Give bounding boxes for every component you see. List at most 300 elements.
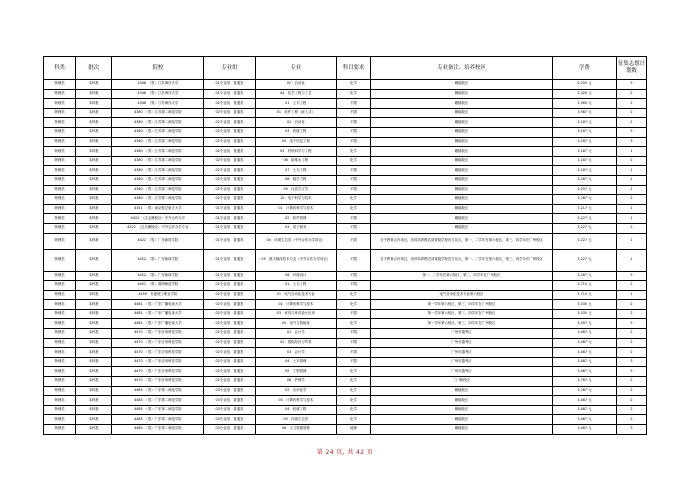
cell-category: 物理类 bbox=[44, 300, 76, 310]
cell-plan-count: 1 bbox=[617, 290, 647, 300]
cell-major-group: 02专业组 普通类 bbox=[204, 281, 255, 291]
cell-plan-count: 2 bbox=[617, 118, 647, 128]
cell-category: 物理类 bbox=[44, 271, 76, 281]
cell-tuition: 3,187 元 bbox=[552, 127, 616, 137]
cell-batch: 本科批 bbox=[76, 89, 112, 99]
cell-note: 赣榆校区 bbox=[371, 99, 553, 109]
cell-major: 05 环境生态类 bbox=[255, 415, 336, 425]
cell-major: 02 应用化学 bbox=[255, 386, 336, 396]
cell-category: 物理类 bbox=[44, 195, 76, 205]
cell-subject-req: 不限 bbox=[336, 118, 370, 128]
cell-note: 赣榆校区 bbox=[371, 214, 553, 224]
cell-subject-req: 化学 bbox=[336, 377, 370, 387]
table-row bbox=[44, 357, 647, 367]
cell-category: 物理类 bbox=[44, 223, 76, 233]
cell-subject-req: 化学 bbox=[336, 300, 370, 310]
cell-plan-count: 3 bbox=[617, 127, 647, 137]
cell-major: 07 土木工程 bbox=[255, 166, 336, 176]
cell-note: 赣榆校区 bbox=[371, 425, 553, 435]
cell-batch: 本科批 bbox=[76, 223, 112, 233]
cell-note: 赣榆校区 bbox=[371, 166, 553, 176]
cell-tuition: 3,187 元 bbox=[552, 118, 616, 128]
cell-tuition: 3,257 元 bbox=[552, 185, 616, 195]
column-header-1: 批次 bbox=[76, 57, 112, 80]
cell-major: 01 土木工程 bbox=[255, 99, 336, 109]
cell-plan-count: 2 bbox=[617, 309, 647, 319]
cell-note: 电气自动化技术专业第六校区 bbox=[371, 290, 553, 300]
column-header-5: 科目要求 bbox=[336, 57, 370, 80]
table-row bbox=[44, 415, 647, 425]
cell-tuition: 3,187 元 bbox=[552, 147, 616, 157]
table-row bbox=[44, 300, 647, 310]
cell-tuition: 3,287 元 bbox=[552, 195, 616, 205]
cell-major-group: 01专业组 普通类 bbox=[204, 214, 255, 224]
table-row bbox=[44, 405, 647, 415]
cell-tuition: 3,335 元 bbox=[552, 309, 616, 319]
cell-plan-count: 3 bbox=[617, 271, 647, 281]
cell-batch: 本科批 bbox=[76, 281, 112, 291]
cell-major: 04 电子信息工程 bbox=[255, 137, 336, 147]
cell-school: 4422 （男）广东新屏学院 bbox=[112, 233, 204, 249]
cell-major-group: 02专业组 普通类 bbox=[204, 367, 255, 377]
cell-plan-count: 2 bbox=[617, 386, 647, 396]
cell-plan-count: 2 bbox=[617, 281, 647, 291]
cell-school: 4470 （男）广东应用科技学院 bbox=[112, 377, 204, 387]
column-header-8: 征集志愿计划数 bbox=[617, 57, 647, 80]
cell-tuition: 3,187 元 bbox=[552, 166, 616, 176]
cell-tuition: 3,487 元 bbox=[552, 329, 616, 339]
table-row bbox=[44, 309, 647, 319]
cell-subject-req: 不限 bbox=[336, 99, 370, 109]
cell-major: 02 计算机科学与技术 bbox=[255, 300, 336, 310]
cell-note: 第一学年第六校区，第三、四学年在广州校区 bbox=[371, 319, 553, 329]
cell-plan-count: 2 bbox=[617, 195, 647, 205]
cell-batch: 本科批 bbox=[76, 204, 112, 214]
cell-major: 01 电气自动化技术专业 bbox=[255, 290, 336, 300]
cell-major-group: 02专业组 普通类 bbox=[204, 309, 255, 319]
cell-subject-req: 化学 bbox=[336, 195, 370, 205]
cell-tuition: 2,205 元 bbox=[552, 80, 616, 90]
cell-batch: 本科批 bbox=[76, 127, 112, 137]
cell-major-group: 01专业组 普通类 bbox=[204, 80, 255, 90]
cell-subject-req: 化学 bbox=[336, 386, 370, 396]
cell-tuition: 3,487 元 bbox=[552, 367, 616, 377]
cell-tuition: 3,487 元 bbox=[552, 425, 616, 435]
cell-category: 物理类 bbox=[44, 367, 76, 377]
cell-category: 物理类 bbox=[44, 127, 76, 137]
table-row bbox=[44, 367, 647, 377]
cell-note: 赣榆校区 bbox=[371, 89, 553, 99]
cell-category: 物理类 bbox=[44, 309, 76, 319]
cell-major-group: 02专业组 普通类 bbox=[204, 108, 255, 118]
table-row bbox=[44, 249, 647, 271]
cell-subject-req: 化学 bbox=[336, 405, 370, 415]
cell-tuition: 3,487 元 bbox=[552, 348, 616, 358]
cell-note: 赣榆校区 bbox=[371, 80, 553, 90]
cell-major: 02 自动化 bbox=[255, 118, 336, 128]
cell-note: 赣榆校区 bbox=[371, 185, 553, 195]
cell-major-group: 02专业组 普通类 bbox=[204, 348, 255, 358]
table-row bbox=[44, 214, 647, 224]
cell-note: 赣榆校区 bbox=[371, 386, 553, 396]
cell-major: 01 土木工程 bbox=[255, 281, 336, 291]
cell-major-group: 02专业组 普通类 bbox=[204, 137, 255, 147]
cell-batch: 本科批 bbox=[76, 108, 112, 118]
cell-category: 物理类 bbox=[44, 166, 76, 176]
cell-major: 09 汉语言文学 bbox=[255, 185, 336, 195]
column-header-6: 专业备注、培养校区 bbox=[371, 57, 553, 80]
cell-batch: 本科批 bbox=[76, 80, 112, 90]
cell-plan-count: 3 bbox=[617, 319, 647, 329]
cell-subject-req: 化学 bbox=[336, 319, 370, 329]
cell-note: 第一、二学年在第六校区，第三、四学年在广州校区 bbox=[371, 271, 553, 281]
table-row bbox=[44, 156, 647, 166]
cell-subject-req: 化学 bbox=[336, 367, 370, 377]
cell-plan-count: 2 bbox=[617, 405, 647, 415]
cell-plan-count: 2 bbox=[617, 329, 647, 339]
cell-school: 4481 （男）广东广播电视大学 bbox=[112, 309, 204, 319]
cell-subject-req: 不限 bbox=[336, 223, 370, 233]
cell-plan-count: 2 bbox=[617, 89, 647, 99]
cell-subject-req: 不限 bbox=[336, 357, 370, 367]
cell-major: 01 会计学 bbox=[255, 329, 336, 339]
cell-subject-req: 化学 bbox=[336, 147, 370, 157]
cell-subject-req: 化学 bbox=[336, 204, 370, 214]
cell-batch: 本科批 bbox=[76, 329, 112, 339]
cell-category: 物理类 bbox=[44, 108, 76, 118]
cell-batch: 本科批 bbox=[76, 309, 112, 319]
cell-plan-count: 2 bbox=[617, 108, 647, 118]
table-row bbox=[44, 175, 647, 185]
cell-major-group: 01专业组 普通类 bbox=[204, 233, 255, 249]
cell-major: 01 软件工程（嵌入式） bbox=[255, 108, 336, 118]
cell-major-group: 01专业组 普通类 bbox=[204, 223, 255, 233]
cell-school: 4481 （男）广东广播电视大学 bbox=[112, 319, 204, 329]
cell-tuition: 3,487 元 bbox=[552, 357, 616, 367]
cell-note: 赣榆校区 bbox=[371, 175, 553, 185]
cell-major: 04 土木管理 bbox=[255, 357, 336, 367]
cell-batch: 本科批 bbox=[76, 99, 112, 109]
cell-plan-count: 2 bbox=[617, 99, 647, 109]
cell-tuition: 3,227 元 bbox=[552, 249, 616, 271]
cell-major-group: 02专业组 普通类 bbox=[204, 329, 255, 339]
table-row bbox=[44, 89, 647, 99]
cell-subject-req: 不限 bbox=[336, 348, 370, 358]
cell-major-group: 03专业组 普通类 bbox=[204, 415, 255, 425]
cell-batch: 本科批 bbox=[76, 249, 112, 271]
cell-batch: 本科批 bbox=[76, 300, 112, 310]
cell-school: 4380 （男）江苏第二师范学院 bbox=[112, 108, 204, 118]
cell-school: 4485 （男）广东第二师范学院 bbox=[112, 405, 204, 415]
cell-major: 06 给排水工程 bbox=[255, 156, 336, 166]
cell-tuition: 3,487 元 bbox=[552, 396, 616, 406]
cell-note: 第一学年第六校区，第三、四学年在广州校区 bbox=[371, 309, 553, 319]
cell-major-group: 02专业组 普通类 bbox=[204, 175, 255, 185]
cell-major: 05 数字媒体技术专业（中外合作办学项目） bbox=[255, 249, 336, 271]
table-body bbox=[44, 80, 647, 435]
cell-tuition: 3,217 元 bbox=[552, 204, 616, 214]
cell-note bbox=[371, 281, 553, 291]
cell-subject-req: 不限 bbox=[336, 233, 370, 249]
table-row bbox=[44, 377, 647, 387]
table-row bbox=[44, 108, 647, 118]
cell-subject-req: 不限 bbox=[336, 309, 370, 319]
cell-tuition: 3,187 元 bbox=[552, 156, 616, 166]
cell-category: 物理类 bbox=[44, 329, 76, 339]
table-row bbox=[44, 127, 647, 137]
cell-plan-count: 1 bbox=[617, 214, 647, 224]
cell-plan-count: 2 bbox=[617, 415, 647, 425]
table-row bbox=[44, 147, 647, 157]
cell-category: 物理类 bbox=[44, 99, 76, 109]
cell-batch: 本科批 bbox=[76, 290, 112, 300]
cell-note: 赣榆校区 bbox=[371, 396, 553, 406]
cell-category: 物理类 bbox=[44, 338, 76, 348]
column-header-7: 学费 bbox=[552, 57, 616, 80]
cell-school: 4485 （男）广东第二师范学院 bbox=[112, 415, 204, 425]
cell-major-group: 02专业组 普通类 bbox=[204, 118, 255, 128]
table-row bbox=[44, 271, 647, 281]
cell-category: 物理类 bbox=[44, 249, 76, 271]
table-row bbox=[44, 166, 647, 176]
table-header bbox=[44, 57, 647, 80]
cell-school: 4481 （男）广东广播电视大学 bbox=[112, 300, 204, 310]
cell-major: 03 机械工程 bbox=[255, 127, 336, 137]
cell-plan-count: 3 bbox=[617, 367, 647, 377]
cell-batch: 本科批 bbox=[76, 405, 112, 415]
cell-category: 物理类 bbox=[44, 118, 76, 128]
cell-major: 03 家具与家具设计应用 bbox=[255, 309, 336, 319]
cell-category: 物理类 bbox=[44, 319, 76, 329]
cell-batch: 本科批 bbox=[76, 166, 112, 176]
cell-major-group: 02专业组 普通类 bbox=[204, 147, 255, 157]
cell-category: 物理类 bbox=[44, 204, 76, 214]
cell-category: 物理类 bbox=[44, 348, 76, 358]
cell-subject-req: 化学 bbox=[336, 415, 370, 425]
cell-school: 4346 （男）江苏海洋大学 bbox=[112, 80, 204, 90]
cell-batch: 本科批 bbox=[76, 319, 112, 329]
table-row bbox=[44, 137, 647, 147]
cell-plan-count: 1 bbox=[617, 175, 647, 185]
cell-note: 赣榆校区 bbox=[371, 204, 553, 214]
cell-note: 赣榆校区 bbox=[371, 156, 553, 166]
cell-major-group: 01专业组 普通类 bbox=[204, 271, 255, 281]
cell-school: 4470 （男）广东应用科技学院 bbox=[112, 329, 204, 339]
cell-school: 4380 （男）江苏第二师范学院 bbox=[112, 137, 204, 147]
cell-major-group: 02专业组 普通类 bbox=[204, 127, 255, 137]
cell-tuition: 3,335 元 bbox=[552, 300, 616, 310]
column-header-4: 专业 bbox=[255, 57, 336, 80]
cell-batch: 本科批 bbox=[76, 118, 112, 128]
cell-tuition: 3,487 元 bbox=[552, 405, 616, 415]
cell-subject-req: 地理 bbox=[336, 425, 370, 435]
table-row bbox=[44, 319, 647, 329]
table-row bbox=[44, 233, 647, 249]
cell-tuition: 3,187 元 bbox=[552, 137, 616, 147]
cell-tuition: 5,710 元 bbox=[552, 290, 616, 300]
cell-batch: 本科批 bbox=[76, 348, 112, 358]
cell-major-group: 02专业组 普通类 bbox=[204, 185, 255, 195]
column-header-0: 科类 bbox=[44, 57, 76, 80]
cell-note: 赣榆校区 bbox=[371, 405, 553, 415]
cell-plan-count: 2 bbox=[617, 396, 647, 406]
cell-school: 4422 （男）广东新屏学院 bbox=[112, 249, 204, 271]
column-header-3: 专业组 bbox=[204, 57, 255, 80]
admission-plan-table bbox=[43, 56, 647, 435]
cell-major-group: 01专业组 普通类 bbox=[204, 89, 255, 99]
cell-subject-req: 不限 bbox=[336, 281, 370, 291]
column-header-2: 院校 bbox=[112, 57, 204, 80]
table-row bbox=[44, 185, 647, 195]
cell-major-group: 02专业组 普通类 bbox=[204, 290, 255, 300]
cell-subject-req: 不限 bbox=[336, 108, 370, 118]
cell-major: 10 电子科学与技术 bbox=[255, 195, 336, 205]
cell-major: 03 电子商务 bbox=[255, 223, 336, 233]
page-footer: 第 24 页, 共 42 页 bbox=[316, 449, 374, 456]
cell-major: 02 软件管理 bbox=[255, 214, 336, 224]
cell-batch: 本科批 bbox=[76, 214, 112, 224]
cell-batch: 本科批 bbox=[76, 175, 112, 185]
cell-major-group: 03专业组 普通类 bbox=[204, 396, 255, 406]
table-row bbox=[44, 290, 647, 300]
cell-category: 物理类 bbox=[44, 89, 76, 99]
cell-note: 赣榆校区 bbox=[371, 195, 553, 205]
cell-note: 广州市越秀区 bbox=[371, 348, 553, 358]
cell-note: 含予教育合作项目，具体培养模式请查阅学校官方站点，第一、二学年在第六校区，第三、四学年在广州校区 bbox=[371, 249, 553, 271]
cell-subject-req: 不限 bbox=[336, 214, 370, 224]
cell-batch: 本科批 bbox=[76, 377, 112, 387]
cell-category: 物理类 bbox=[44, 185, 76, 195]
cell-subject-req: 不限 bbox=[336, 166, 370, 176]
cell-category: 物理类 bbox=[44, 233, 76, 249]
cell-plan-count: 3 bbox=[617, 80, 647, 90]
cell-major: 05 材料科学与工程 bbox=[255, 147, 336, 157]
cell-school: 4380 （男）江苏第二师范学院 bbox=[112, 166, 204, 176]
cell-plan-count: 3 bbox=[617, 137, 647, 147]
table-row bbox=[44, 425, 647, 435]
cell-school: 4422 （注点澳校区）中外合作办学专业 bbox=[112, 223, 204, 233]
cell-major: 03 会计学 bbox=[255, 348, 336, 358]
cell-batch: 本科批 bbox=[76, 415, 112, 425]
cell-note: 广州市越秀区 bbox=[371, 329, 553, 339]
cell-major: 08 数学工程 bbox=[255, 175, 336, 185]
cell-school: 4470 （男）广东应用科技学院 bbox=[112, 348, 204, 358]
cell-batch: 本科批 bbox=[76, 137, 112, 147]
cell-batch: 本科批 bbox=[76, 147, 112, 157]
cell-plan-count: 2 bbox=[617, 156, 647, 166]
cell-category: 物理类 bbox=[44, 405, 76, 415]
cell-plan-count: 1 bbox=[617, 166, 647, 176]
cell-note: 广州市越秀区 bbox=[371, 357, 553, 367]
cell-tuition: 3,287 元 bbox=[552, 386, 616, 396]
cell-tuition: 3,787 元 bbox=[552, 377, 616, 387]
cell-subject-req: 不限 bbox=[336, 137, 370, 147]
cell-subject-req: 不限 bbox=[336, 127, 370, 137]
table-row bbox=[44, 223, 647, 233]
cell-major-group: 02专业组 普通类 bbox=[204, 99, 255, 109]
table-row bbox=[44, 348, 647, 358]
cell-batch: 本科批 bbox=[76, 233, 112, 249]
cell-subject-req: 不限 bbox=[336, 338, 370, 348]
cell-school: 4485 （男）广东第二师范学院 bbox=[112, 386, 204, 396]
cell-major-group: 02专业组 普通类 bbox=[204, 166, 255, 176]
cell-major-group: 03专业组 普通类 bbox=[204, 386, 255, 396]
cell-batch: 本科批 bbox=[76, 195, 112, 205]
cell-major: 04 机械工程 bbox=[255, 405, 336, 415]
cell-subject-req: 化学 bbox=[336, 80, 370, 90]
table-row bbox=[44, 396, 647, 406]
cell-tuition: 3,487 元 bbox=[552, 415, 616, 425]
cell-category: 物理类 bbox=[44, 137, 76, 147]
cell-tuition: 3,710 元 bbox=[552, 281, 616, 291]
cell-school: 4346 （男）江苏海洋大学 bbox=[112, 89, 204, 99]
cell-tuition: 3,287 元 bbox=[552, 175, 616, 185]
table-row bbox=[44, 386, 647, 396]
cell-school: 4380 （男）江苏第二师范学院 bbox=[112, 127, 204, 137]
table-header-row bbox=[44, 57, 647, 80]
cell-note: 广州市越秀区 bbox=[371, 367, 553, 377]
cell-major-group: 01专业组 普通类 bbox=[204, 204, 255, 214]
cell-school: 4470 （男）广东应用科技学院 bbox=[112, 338, 204, 348]
cell-major: 02 自动化 bbox=[255, 80, 336, 90]
cell-major-group: 03专业组 普通类 bbox=[204, 405, 255, 415]
cell-subject-req: 不限 bbox=[336, 329, 370, 339]
cell-school: 4380 （男）江苏第二师范学院 bbox=[112, 195, 204, 205]
cell-major: 04 电气与智能化 bbox=[255, 319, 336, 329]
cell-note: 赣榆校区 bbox=[371, 118, 553, 128]
cell-major-group: 02专业组 普通类 bbox=[204, 195, 255, 205]
cell-plan-count: 1 bbox=[617, 249, 647, 271]
cell-school: 4470 （男）广东应用科技学院 bbox=[112, 357, 204, 367]
cell-plan-count: 2 bbox=[617, 348, 647, 358]
cell-subject-req: 不限 bbox=[336, 185, 370, 195]
cell-subject-req: 化学 bbox=[336, 396, 370, 406]
cell-tuition: 3,227 元 bbox=[552, 223, 616, 233]
cell-school: 4380 （男）江苏第二师范学院 bbox=[112, 156, 204, 166]
cell-category: 物理类 bbox=[44, 357, 76, 367]
table-row bbox=[44, 281, 647, 291]
cell-school: 4459 苏夏理工职业学院 bbox=[112, 290, 204, 300]
cell-school: 4422 （注点澳校区）中外合作办学 bbox=[112, 214, 204, 224]
cell-school: 4380 （男）江苏第二师范学院 bbox=[112, 118, 204, 128]
cell-category: 物理类 bbox=[44, 415, 76, 425]
cell-tuition: 2,320 元 bbox=[552, 89, 616, 99]
cell-major-group: 01专业组 普通类 bbox=[204, 249, 255, 271]
cell-category: 物理类 bbox=[44, 425, 76, 435]
cell-tuition: 3,287 元 bbox=[552, 271, 616, 281]
cell-major: 08 护理学 bbox=[255, 377, 336, 387]
cell-plan-count: 2 bbox=[617, 223, 647, 233]
cell-batch: 本科批 bbox=[76, 271, 112, 281]
cell-major-group: 02专业组 普通类 bbox=[204, 377, 255, 387]
cell-category: 物理类 bbox=[44, 147, 76, 157]
cell-plan-count: 2 bbox=[617, 300, 647, 310]
cell-note: 赣榆校区 bbox=[371, 223, 553, 233]
cell-tuition: 3,227 元 bbox=[552, 233, 616, 249]
cell-batch: 本科批 bbox=[76, 386, 112, 396]
cell-note: 赣榆校区 bbox=[371, 415, 553, 425]
cell-note: 赣榆校区 bbox=[371, 137, 553, 147]
cell-batch: 本科批 bbox=[76, 156, 112, 166]
cell-batch: 本科批 bbox=[76, 425, 112, 435]
cell-batch: 本科批 bbox=[76, 367, 112, 377]
cell-batch: 本科批 bbox=[76, 338, 112, 348]
cell-school: 4380 （男）江苏第二师范学院 bbox=[112, 185, 204, 195]
cell-note: 赣榆校区 bbox=[371, 108, 553, 118]
cell-batch: 本科批 bbox=[76, 357, 112, 367]
cell-note: 广州市越秀区 bbox=[371, 338, 553, 348]
cell-plan-count: 3 bbox=[617, 357, 647, 367]
